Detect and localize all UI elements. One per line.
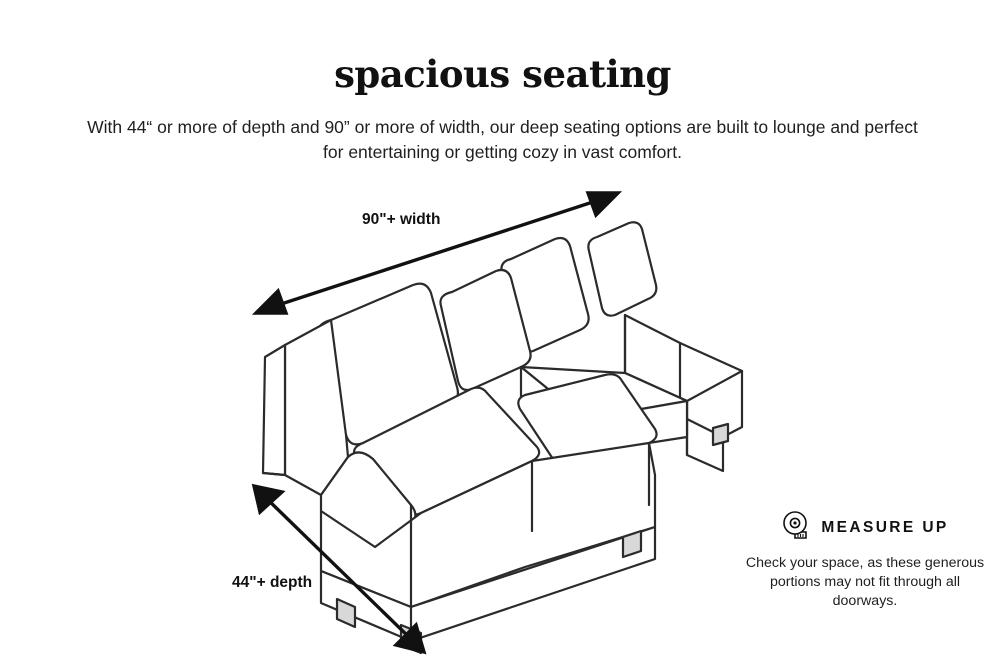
depth-dimension-label: 44"+ depth <box>232 574 313 591</box>
depth-dimension-arrow <box>248 482 433 657</box>
width-dimension-label: 90"+ width <box>362 211 441 228</box>
page-subtitle: With 44“ or more of depth and 90” or more of width, our deep seating options are built to lounge and perfect for entertaining or getting cozy in vast comfort. <box>87 117 918 162</box>
page-title: spacious seating <box>334 52 671 96</box>
measure-up-note: Check your space, as these generous portions may not fit through all doorways. <box>745 555 985 609</box>
width-dimension-arrow <box>250 185 630 315</box>
measure-up-block <box>740 510 990 611</box>
measure-up-title: MEASURE UP <box>821 518 949 536</box>
tape-measure-icon <box>781 510 811 545</box>
measure-up-heading-row <box>740 510 990 545</box>
